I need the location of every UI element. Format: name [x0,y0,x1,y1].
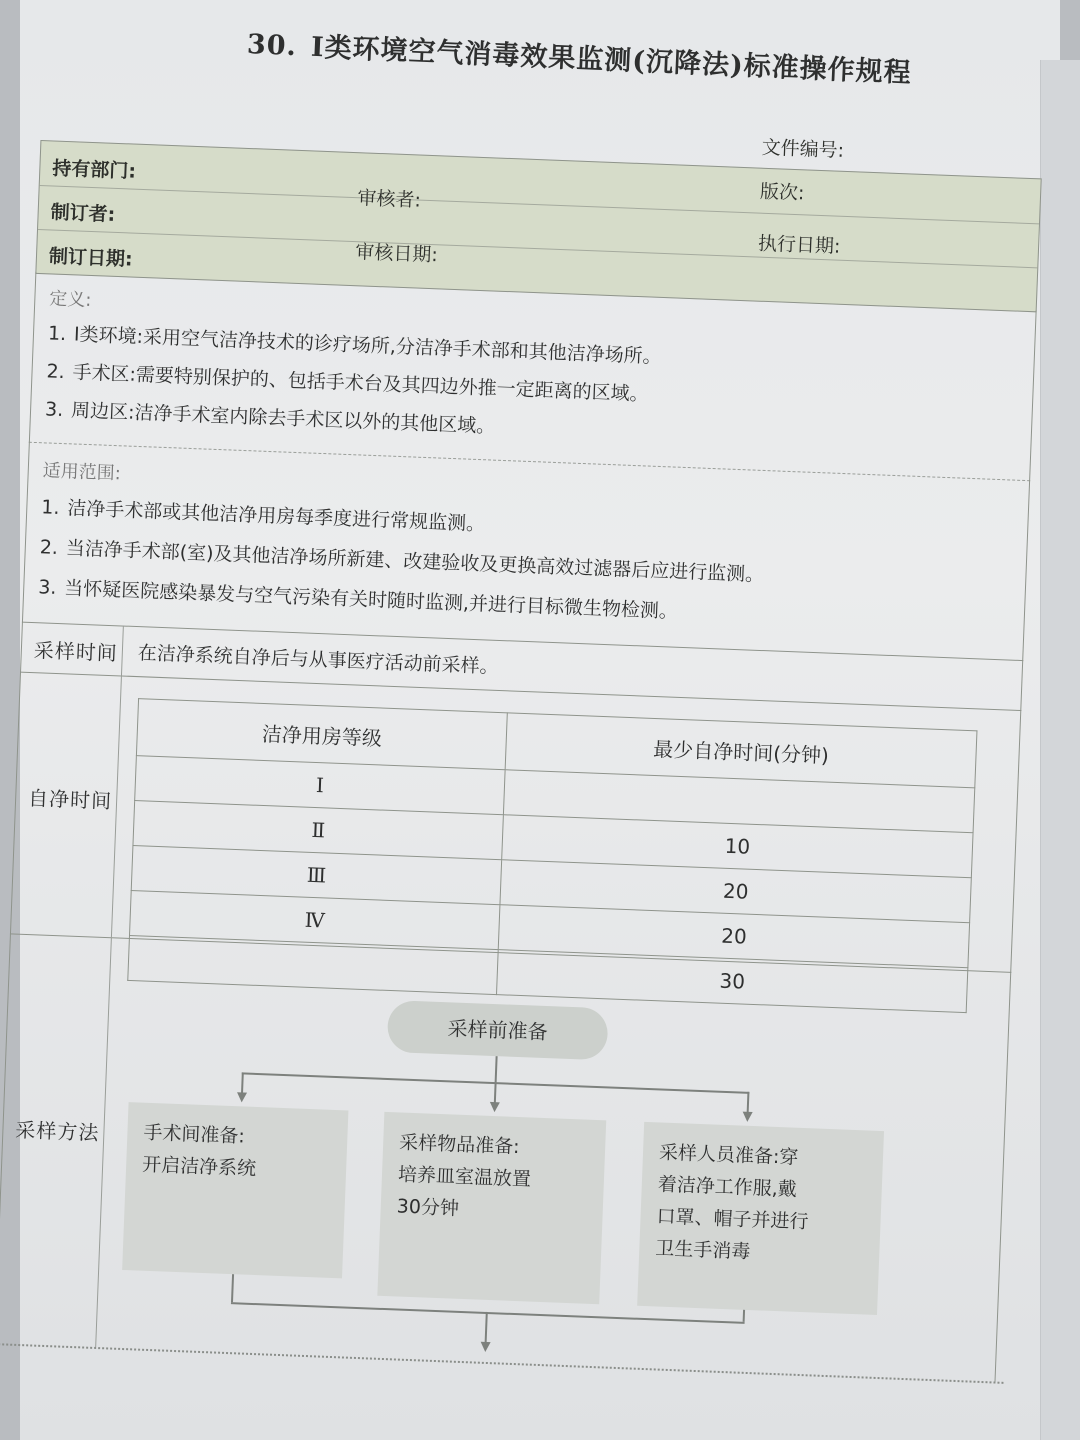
title-text: Ⅰ类环境空气消毒效果监测(沉降法)标准操作规程 [310,31,913,89]
definitions-title: 定义: [48,288,92,312]
minutes-cell: 20 [498,905,969,968]
flow-room-prep: 手术间准备: 开启洁净系统 [122,1102,348,1278]
grade-cell: Ⅰ [135,756,506,815]
flow-staff-prep: 采样人员准备:穿 着洁净工作服,戴 口罩、帽子并进行 卫生手消毒 [637,1122,884,1315]
scope-item: 2. 当洁净手术部(室)及其他洁净场所新建、改建验收及更换高效过滤器后应进行监测。 [39,536,765,587]
grade-cell: Ⅳ [129,891,500,950]
sampling-time-label: 采样时间 [33,638,119,666]
self-clean-row [10,672,1021,994]
title-number: 30. [246,28,298,63]
flow-start-node: 采样前准备 [387,1000,609,1060]
flow-supplies-prep: 采样物品准备: 培养皿室温放置 30分钟 [377,1112,606,1304]
grade-cell: Ⅲ [131,846,502,905]
minutes-cell: 30 [497,950,968,1013]
reviewer-label: 审核者: [357,187,422,212]
definition-item: 1. Ⅰ类环境:采用空气洁净技术的诊疗场所,分洁净手术部和其他洁净场所。 [47,322,663,368]
definition-item: 3. 周边区:洁净手术室内除去手术区以外的其他区域。 [44,398,496,438]
sampling-method-row [0,933,1011,1381]
minutes-header: 最少自净时间(分钟) [505,713,977,788]
procedure-document [0,100,1051,1378]
dept-label: 持有部门: [51,157,137,183]
review-date-label: 审核日期: [354,241,439,267]
grade-cell: Ⅱ [133,801,504,860]
file-no-label: 文件编号: [761,136,845,162]
scope-title: 适用范围: [42,460,122,485]
minutes-cell: 20 [500,860,971,923]
exec-date-label: 执行日期: [757,232,841,258]
sampling-method-label: 采样方法 [14,1117,100,1145]
author-label: 制订者: [50,201,116,226]
made-date-label: 制订日期: [48,245,133,271]
definition-item: 2. 手术区:需要特别保护的、包括手术台及其四边外推一定距离的区域。 [46,360,649,406]
grade-header: 洁净用房等级 [136,699,507,770]
scope-item: 3. 当怀疑医院感染暴发与空气污染有关时随时监测,并进行目标微生物检测。 [37,576,679,623]
minutes-cell: 10 [502,815,973,878]
scope-item: 1. 洁净手术部或其他洁净用房每季度进行常规监测。 [40,496,486,536]
version-label: 版次: [759,180,805,205]
self-clean-label: 自净时间 [27,785,113,814]
sampling-time-text: 在洁净系统自净后与从事医疗活动前采样。 [137,642,500,678]
